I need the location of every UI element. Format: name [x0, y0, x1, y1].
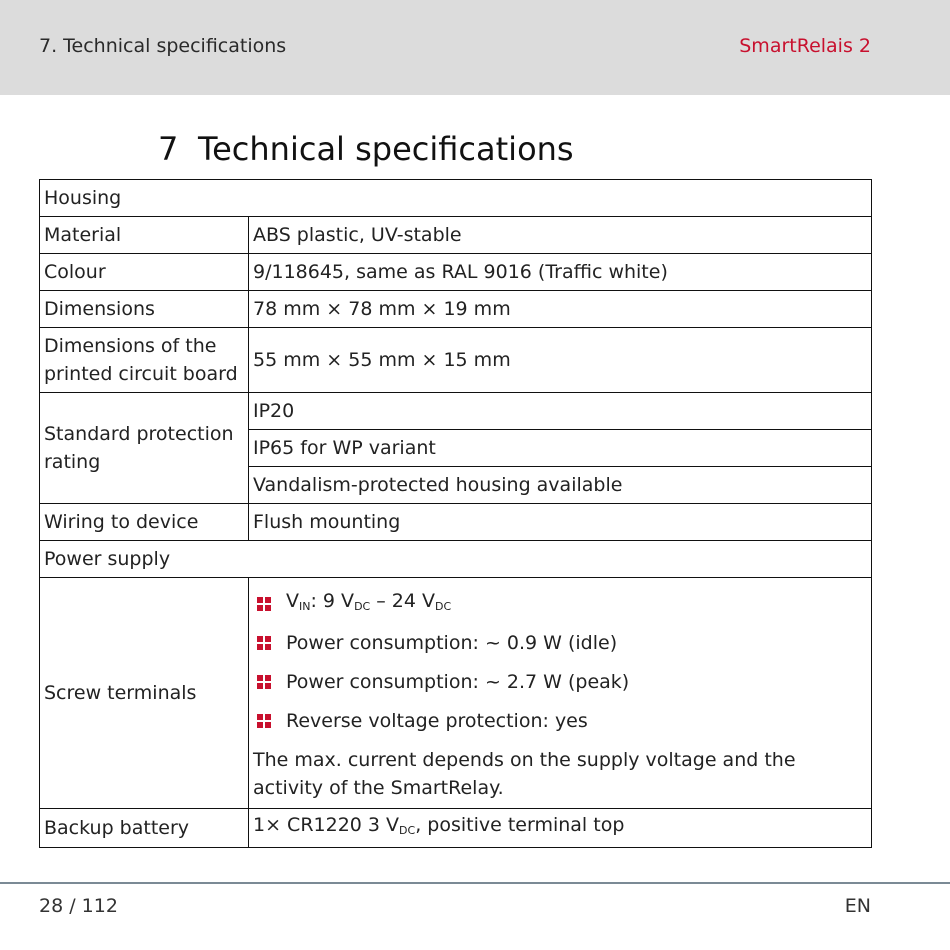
bullet-text: Reverse voltage protection: yes	[286, 709, 588, 732]
list-item	[253, 701, 867, 740]
table-row	[40, 217, 872, 254]
wiring-value: Flush mounting	[249, 504, 872, 541]
table-row	[40, 393, 872, 430]
bullet-text: Power consumption: ~ 0.9 W (idle)	[286, 631, 618, 654]
dimensions-value: 78 mm × 78 mm × 19 mm	[249, 291, 872, 328]
colour-value: 9/118645, same as RAL 9016 (Traffic white)	[249, 254, 872, 291]
table-row	[40, 809, 872, 848]
bullet-icon	[257, 714, 271, 728]
table-row	[40, 504, 872, 541]
dimensions-label: Dimensions	[40, 291, 249, 328]
table-row	[40, 541, 872, 578]
protection-value: IP20	[249, 393, 872, 430]
spec-table	[39, 179, 872, 848]
battery-label: Backup battery	[40, 809, 249, 848]
battery-value: 1× CR1220 3 $V_{DC}$, positive terminal top	[249, 809, 872, 848]
list-item	[253, 623, 867, 662]
protection-label: Standard protection rating	[40, 393, 249, 504]
wiring-label: Wiring to device	[40, 504, 249, 541]
vin-text: $V_{IN}$: 9 $V_{DC} - 24$ $V_{DC}$	[286, 589, 452, 613]
language-code: EN	[844, 895, 871, 917]
colour-label: Colour	[40, 254, 249, 291]
list-item	[253, 662, 867, 701]
screw-details	[249, 578, 872, 809]
page-header	[0, 0, 950, 95]
bullet-icon	[257, 597, 271, 611]
power-heading: Power supply	[40, 541, 872, 578]
pcb-label: Dimensions of the printed circuit board	[40, 328, 249, 393]
housing-heading: Housing	[40, 180, 872, 217]
protection-value: IP65 for WP variant	[249, 430, 872, 467]
chapter-number: 7	[158, 130, 179, 168]
footer-divider	[0, 882, 950, 884]
bullet-list	[253, 580, 867, 740]
pcb-value: 55 mm × 55 mm × 15 mm	[249, 328, 872, 393]
screw-label: Screw terminals	[40, 578, 249, 809]
page-number: 28 / 112	[39, 895, 118, 917]
material-value: ABS plastic, UV-stable	[249, 217, 872, 254]
chapter-title: Technical specifications	[198, 130, 574, 168]
table-row	[40, 180, 872, 217]
product-name: SmartRelais 2	[739, 35, 871, 57]
page-title	[158, 130, 574, 168]
section-title: 7. Technical specifications	[39, 35, 287, 57]
bullet-icon	[257, 636, 271, 650]
bullet-text: Power consumption: ~ 2.7 W (peak)	[286, 670, 630, 693]
table-row	[40, 291, 872, 328]
screw-note: The max. current depends on the supply voltage and the activity of the SmartRelay.	[253, 749, 796, 799]
table-row	[40, 254, 872, 291]
table-row	[40, 578, 872, 809]
protection-value: Vandalism-protected housing available	[249, 467, 872, 504]
list-item	[253, 584, 867, 623]
table-row	[40, 328, 872, 393]
material-label: Material	[40, 217, 249, 254]
bullet-icon	[257, 675, 271, 689]
